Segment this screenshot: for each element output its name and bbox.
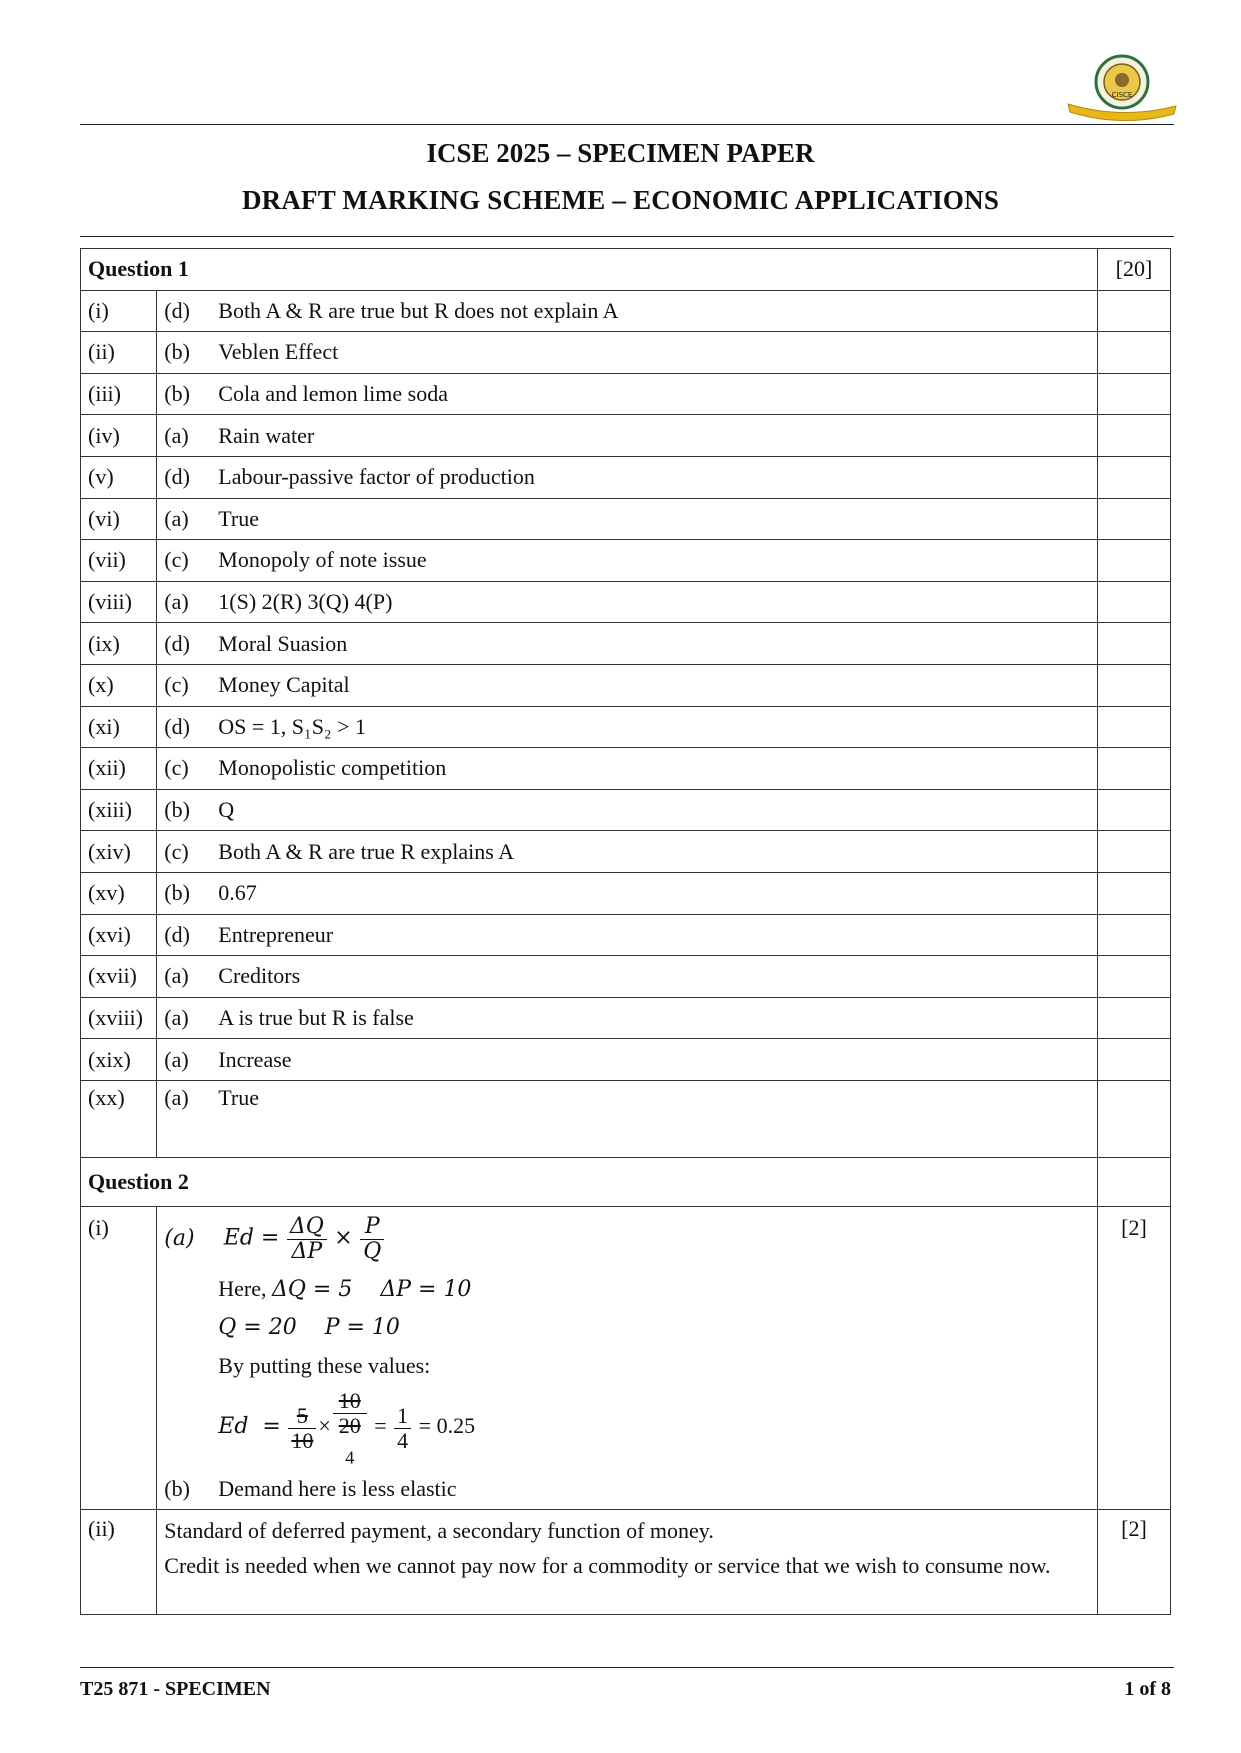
fraction-dq-dp: $\frac{\Delta Q}{\Delta P}$ — [287, 1215, 327, 1264]
marks-cell-empty — [1097, 415, 1170, 457]
answer-text: Moral Suasion — [218, 630, 348, 656]
question-number: (xviii) — [81, 997, 157, 1039]
option-label: (b) — [164, 381, 190, 407]
answer-cell — [157, 789, 1098, 831]
answer-cell — [157, 831, 1098, 873]
answer-cell — [157, 748, 1098, 790]
answer-row — [81, 831, 1171, 873]
question-2-part-i-row — [81, 1206, 1171, 1509]
answer-cell — [157, 956, 1098, 998]
formula-lhs: Ed = — [223, 1225, 280, 1251]
answer-text: Veblen Effect — [218, 339, 339, 365]
option-label: (a) — [164, 1004, 189, 1030]
marks-cell-empty — [1097, 581, 1170, 623]
option-label: (a) — [164, 1084, 189, 1110]
answer-row — [81, 706, 1171, 748]
marks-cell-empty — [1097, 914, 1170, 956]
option-label: (d) — [164, 630, 190, 656]
answer-text: Cola and lemon lime soda — [218, 381, 448, 407]
answer-cell — [157, 290, 1098, 332]
fraction-1-4: $\frac{1}{4}$ — [394, 1404, 411, 1453]
answer-text: Entrepreneur — [218, 921, 334, 947]
question-number: (xiv) — [81, 831, 157, 873]
question-number: (xvi) — [81, 914, 157, 956]
answer-row — [81, 956, 1171, 998]
option-label: (a) — [164, 505, 189, 531]
marks-cell-empty — [1097, 1039, 1170, 1081]
answer-cell — [157, 706, 1098, 748]
times-sign: × — [334, 1225, 353, 1251]
answer-text: Both A & R are true R explains A — [218, 838, 515, 864]
option-label: (c) — [164, 547, 189, 573]
answer-text: Creditors — [218, 963, 301, 989]
option-label: (c) — [164, 755, 189, 781]
answer-row — [81, 332, 1171, 374]
answer-text: Q — [218, 797, 235, 823]
part-i-marks: [2] — [1097, 1206, 1170, 1509]
question-1-marks: [20] — [1097, 249, 1170, 291]
answer-cell — [157, 997, 1098, 1039]
answer-text: True — [218, 1084, 260, 1110]
question-number: (vii) — [81, 540, 157, 582]
answer-text: Both A & R are true but R does not explain A — [218, 297, 619, 323]
option-label: (c) — [164, 672, 189, 698]
answer-cell — [157, 664, 1098, 706]
question-1-header-row — [81, 249, 1171, 291]
part-ii-marks: [2] — [1097, 1510, 1170, 1615]
marking-scheme-table — [80, 248, 1171, 1615]
question-number: (v) — [81, 456, 157, 498]
question-number: (iv) — [81, 415, 157, 457]
option-label: (d) — [164, 464, 190, 490]
answer-cell — [157, 1039, 1098, 1081]
marks-cell-empty — [1097, 498, 1170, 540]
question-2-header-row — [81, 1157, 1171, 1206]
calculation-line: Ed = $\frac{5}{10}$ × 10 20 $_4$ = $\frac{1}{4}$ = 0.25 — [218, 1388, 476, 1468]
q-p-values-line: Q = 20 P = 10 — [218, 1315, 400, 1341]
option-label: (b) — [164, 797, 190, 823]
question-number: (iii) — [81, 373, 157, 415]
question-number: (xiii) — [81, 789, 157, 831]
result-value: = 0.25 — [418, 1413, 476, 1439]
marks-cell-empty — [1097, 332, 1170, 374]
answer-cell — [157, 540, 1098, 582]
question-number: (xv) — [81, 872, 157, 914]
option-label: (a) — [164, 1046, 189, 1072]
answer-text: Monopolistic competition — [218, 755, 447, 781]
question-2-heading: Question 2 — [81, 1157, 1098, 1206]
answer-text: Money Capital — [218, 672, 350, 698]
given-values-line: Here, ΔQ = 5 ΔP = 10 — [218, 1276, 472, 1303]
answer-row — [81, 581, 1171, 623]
question-number: (vi) — [81, 498, 157, 540]
question-number: (viii) — [81, 581, 157, 623]
marks-cell-empty — [1097, 1080, 1170, 1157]
answer-cell — [157, 872, 1098, 914]
part-number: (ii) — [81, 1510, 157, 1615]
paper-title: ICSE 2025 – SPECIMEN PAPER — [426, 138, 815, 168]
part-ii-answer — [157, 1510, 1098, 1615]
option-label: (a) — [164, 963, 189, 989]
answer-text: Labour-passive factor of production — [218, 464, 535, 490]
answer-text: 1(S) 2(R) 3(Q) 4(P) — [218, 589, 393, 615]
question-number: (xii) — [81, 748, 157, 790]
header-bottom-rule — [80, 236, 1174, 237]
header-top-rule — [80, 124, 1174, 125]
fraction-10-20: 10 20 $_4$ — [333, 1389, 367, 1467]
answer-cell — [157, 373, 1098, 415]
marks-cell-empty — [1097, 540, 1170, 582]
part-ii-line-1: Standard of deferred payment, a secondary function of money. — [164, 1518, 714, 1544]
svg-text:CISCE: CISCE — [1111, 91, 1133, 99]
paper-code: T25 871 - SPECIMEN — [80, 1678, 271, 1700]
part-ii-line-2: Credit is needed when we cannot pay now for a commodity or service that we wish to consume now. — [164, 1553, 1051, 1579]
answer-row — [81, 664, 1171, 706]
option-label: (a) — [164, 1225, 195, 1251]
answer-text: Increase — [218, 1046, 292, 1072]
answer-row — [81, 872, 1171, 914]
option-label: (d) — [164, 297, 190, 323]
answer-cell — [157, 623, 1098, 665]
marks-cell-empty — [1097, 456, 1170, 498]
answer-row — [81, 914, 1171, 956]
answer-row — [81, 623, 1171, 665]
answer-cell — [157, 581, 1098, 623]
answer-row — [81, 789, 1171, 831]
marks-cell-empty — [1097, 748, 1170, 790]
question-number: (xx) — [81, 1080, 157, 1157]
answer-cell — [157, 332, 1098, 374]
option-label: (d) — [164, 921, 190, 947]
answer-text: Rain water — [218, 422, 315, 448]
answer-cell — [157, 498, 1098, 540]
answer-row — [81, 1080, 1171, 1157]
fraction-5-10: $\frac{5}{10}$ — [288, 1404, 316, 1453]
answer-row — [81, 540, 1171, 582]
question-1-heading: Question 1 — [81, 249, 1098, 291]
marks-cell-empty — [1097, 956, 1170, 998]
footer-rule — [80, 1667, 1174, 1668]
question-number: (xi) — [81, 706, 157, 748]
marks-cell-empty — [1097, 1157, 1170, 1206]
marks-cell-empty — [1097, 872, 1170, 914]
marks-cell-empty — [1097, 290, 1170, 332]
scheme-title: DRAFT MARKING SCHEME – ECONOMIC APPLICATIONS — [241, 185, 1000, 215]
question-number: (ix) — [81, 623, 157, 665]
answer-row — [81, 373, 1171, 415]
option-label: (b) — [164, 339, 190, 365]
question-number: (xix) — [81, 1039, 157, 1081]
part-number: (i) — [81, 1206, 157, 1509]
fraction-p-q: $\frac{P}{Q}$ — [360, 1215, 384, 1264]
answer-row — [81, 997, 1171, 1039]
question-number: (i) — [81, 290, 157, 332]
marks-cell-empty — [1097, 706, 1170, 748]
answer-text: A is true but R is false — [218, 1004, 414, 1030]
part-i-answer — [157, 1206, 1098, 1509]
cisce-logo — [1062, 52, 1180, 132]
answer-cell — [157, 1080, 1098, 1157]
question-2-part-ii-row — [81, 1510, 1171, 1615]
answer-row — [81, 456, 1171, 498]
question-number: (xvii) — [81, 956, 157, 998]
answer-row — [81, 498, 1171, 540]
answer-row — [81, 415, 1171, 457]
page-number: 1 of 8 — [1124, 1678, 1171, 1700]
marks-cell-empty — [1097, 623, 1170, 665]
answer-cell — [157, 456, 1098, 498]
answer-cell — [157, 415, 1098, 457]
answer-row — [81, 1039, 1171, 1081]
answer-text: Monopoly of note issue — [218, 547, 427, 573]
answer-row — [81, 748, 1171, 790]
marks-cell-empty — [1097, 997, 1170, 1039]
marks-cell-empty — [1097, 831, 1170, 873]
question-number: (x) — [81, 664, 157, 706]
answer-cell — [157, 914, 1098, 956]
marks-cell-empty — [1097, 664, 1170, 706]
putting-values-line: By putting these values: — [218, 1353, 431, 1379]
part-b-line: (b) Demand here is less elastic — [164, 1476, 457, 1502]
option-label: (d) — [164, 713, 190, 739]
marks-cell-empty — [1097, 373, 1170, 415]
option-label: (a) — [164, 589, 189, 615]
marks-cell-empty — [1097, 789, 1170, 831]
question-number: (ii) — [81, 332, 157, 374]
option-label: (a) — [164, 422, 189, 448]
answer-text: 0.67 — [218, 880, 257, 906]
answer-row — [81, 290, 1171, 332]
answer-text: True — [218, 505, 260, 531]
option-label: (c) — [164, 838, 189, 864]
option-label: (b) — [164, 880, 190, 906]
answer-text: OS = 1, S₁S₂ > 1 — [218, 713, 367, 739]
